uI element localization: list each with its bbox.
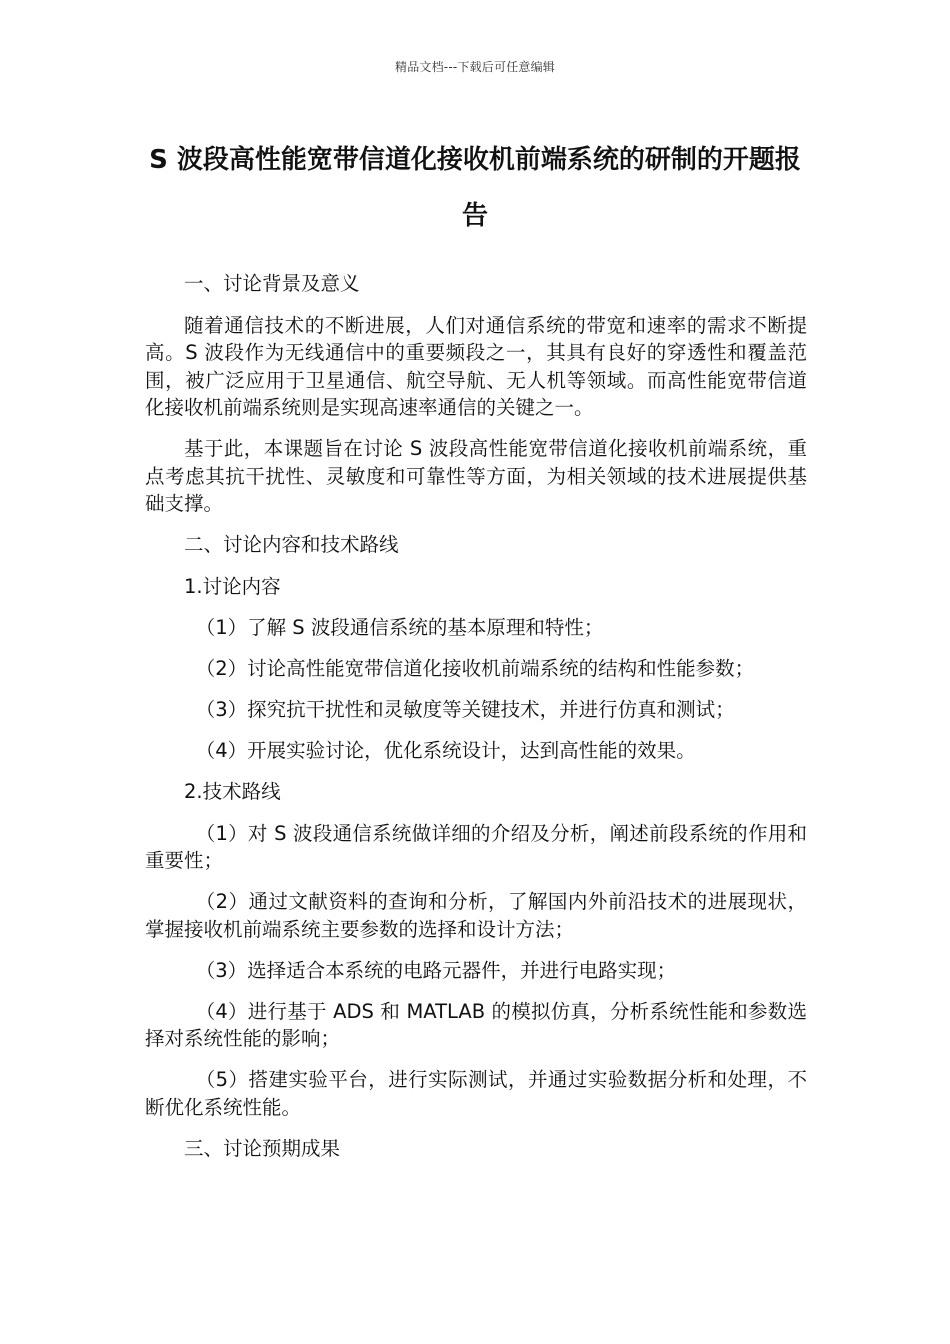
document-body: [145, 270, 807, 1176]
list-item: （1）对 S 波段通信系统做详细的介绍及分析，阐述前段系统的作用和重要性；: [145, 821, 807, 872]
paragraph: 随着通信技术的不断进展，人们对通信系统的带宽和速率的需求不断提高。S 波段作为无线通信中的重要频段之一，其具有良好的穿透性和覆盖范围，被广泛应用于卫星通信、航空导航、无人机等领域。而高性能宽带信道化接收机前端系统则是实现高速率通信的关键之一。: [145, 313, 807, 419]
list-item: （1）了解 S 波段通信系统的基本原理和特性；: [195, 616, 604, 639]
list-item: （3）选择适合本系统的电路元器件，并进行电路实现；: [195, 958, 677, 982]
header-note: 精品文档---下载后可任意编辑: [395, 60, 555, 74]
section-heading-outcomes: 三、讨论预期成果: [184, 1136, 341, 1160]
list-item: （4）进行基于 ADS 和 MATLAB 的模拟仿真，分析系统性能和参数选择对系统性能的影响；: [145, 999, 807, 1050]
subsection-heading-research: 1.讨论内容: [184, 574, 281, 598]
section-heading-content: 二、讨论内容和技术路线: [184, 533, 399, 556]
paragraph: 基于此，本课题旨在讨论 S 波段高性能宽带信道化接收机前端系统，重点考虑其抗干扰性、灵敏度和可靠性等方面，为相关领域的技术进展提供基础支撑。: [145, 437, 807, 515]
list-item: （4）开展实验讨论，优化系统设计，达到高性能的效果。: [195, 739, 696, 762]
section-heading-background: 一、讨论背景及意义: [184, 272, 360, 295]
subsection-heading-route: 2.技术路线: [184, 780, 281, 803]
list-item: （3）探究抗干扰性和灵敏度等关键技术，并进行仿真和测试；: [195, 698, 735, 721]
list-item: （5）搭建实验平台，进行实际测试，并通过实验数据分析和处理，不断优化系统性能。: [145, 1068, 807, 1119]
document-title: S 波段高性能宽带信道化接收机前端系统的研制的开题报告: [149, 145, 801, 231]
list-item: （2）讨论高性能宽带信道化接收机前端系统的结构和性能参数；: [195, 657, 755, 680]
list-item: （2）通过文献资料的查询和分析，了解国内外前沿技术的进展现状，掌握接收机前端系统主要参数的选择和设计方法；: [145, 890, 807, 941]
